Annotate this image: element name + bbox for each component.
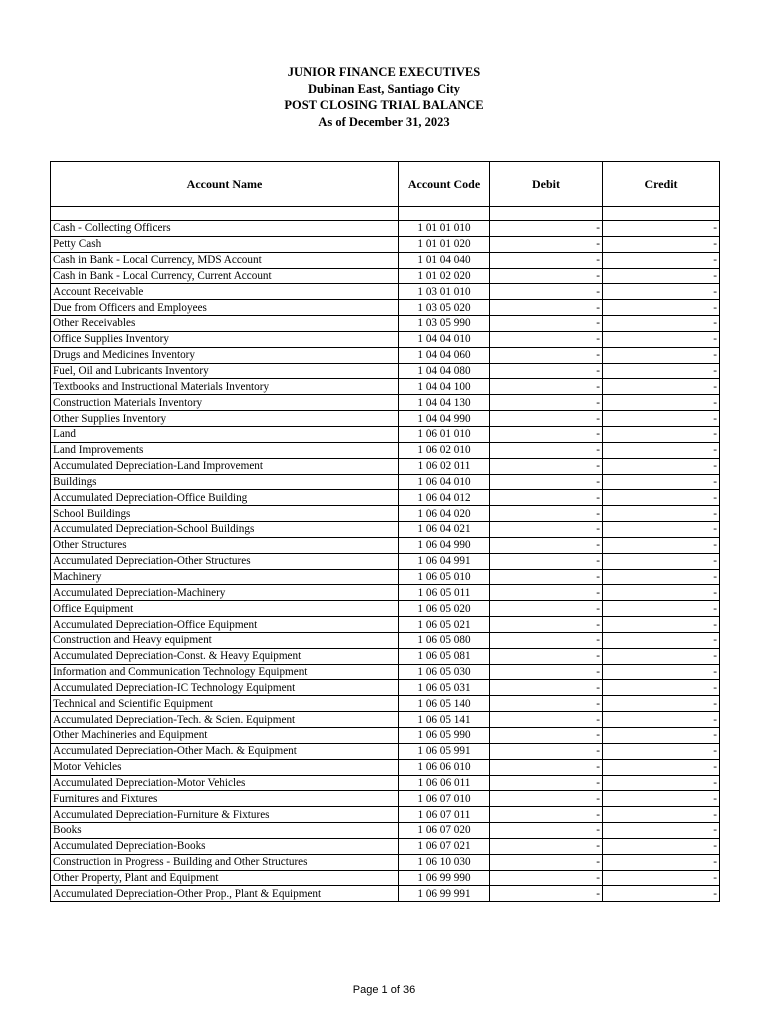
account-name-cell: Petty Cash xyxy=(51,236,399,252)
account-name-cell: Accumulated Depreciation-Furniture & Fixtures xyxy=(51,807,399,823)
account-name-cell: Other Supplies Inventory xyxy=(51,411,399,427)
table-row xyxy=(51,316,720,332)
account-code-cell: 1 04 04 060 xyxy=(399,347,490,363)
account-code-cell: 1 04 04 990 xyxy=(399,411,490,427)
account-code-cell: 1 06 06 011 xyxy=(399,775,490,791)
account-code-cell: 1 04 04 080 xyxy=(399,363,490,379)
account-code-cell: 1 06 05 010 xyxy=(399,569,490,585)
account-code-cell: 1 03 05 990 xyxy=(399,316,490,332)
company-address: Dubinan East, Santiago City xyxy=(307,81,461,96)
debit-cell: - xyxy=(490,664,603,680)
credit-cell: - xyxy=(603,347,720,363)
credit-cell: - xyxy=(603,442,720,458)
account-name-cell: Accumulated Depreciation-Office Building xyxy=(51,490,399,506)
account-name-cell: Accumulated Depreciation-Tech. & Scien. Equipment xyxy=(51,712,399,728)
company-name: JUNIOR FINANCE EXECUTIVES xyxy=(287,65,481,79)
debit-cell: - xyxy=(490,854,603,870)
debit-cell: - xyxy=(490,300,603,316)
debit-cell: - xyxy=(490,490,603,506)
account-name-cell: Fuel, Oil and Lubricants Inventory xyxy=(51,363,399,379)
account-code-cell: 1 06 04 991 xyxy=(399,553,490,569)
account-code-cell: 1 06 05 030 xyxy=(399,664,490,680)
account-code-cell: 1 03 01 010 xyxy=(399,284,490,300)
debit-cell: - xyxy=(490,585,603,601)
account-code-cell: 1 03 05 020 xyxy=(399,300,490,316)
credit-cell: - xyxy=(603,458,720,474)
table-row xyxy=(51,728,720,744)
account-name-cell: Textbooks and Instructional Materials Inventory xyxy=(51,379,399,395)
debit-cell: - xyxy=(490,617,603,633)
table-row xyxy=(51,743,720,759)
account-code-cell: 1 06 06 010 xyxy=(399,759,490,775)
debit-cell: - xyxy=(490,791,603,807)
account-code-cell: 1 01 04 040 xyxy=(399,252,490,268)
account-code-cell: 1 06 04 021 xyxy=(399,522,490,538)
debit-cell: - xyxy=(490,316,603,332)
debit-cell: - xyxy=(490,395,603,411)
credit-cell: - xyxy=(603,426,720,442)
table-row xyxy=(51,648,720,664)
account-name-cell: Other Receivables xyxy=(51,316,399,332)
table-row xyxy=(51,442,720,458)
column-header-debit: Debit xyxy=(490,162,603,207)
credit-cell: - xyxy=(603,743,720,759)
account-code-cell: 1 06 05 020 xyxy=(399,601,490,617)
account-name-cell: Accumulated Depreciation-Other Structures xyxy=(51,553,399,569)
account-code-cell: 1 06 07 020 xyxy=(399,823,490,839)
account-code-cell: 1 06 04 010 xyxy=(399,474,490,490)
account-name-cell: Construction in Progress - Building and Other Structures xyxy=(51,854,399,870)
account-code-cell: 1 06 05 990 xyxy=(399,728,490,744)
credit-cell: - xyxy=(603,648,720,664)
account-name-cell: Accumulated Depreciation-Other Prop., Plant & Equipment xyxy=(51,886,399,902)
debit-cell: - xyxy=(490,442,603,458)
debit-cell: - xyxy=(490,569,603,585)
account-code-cell: 1 01 02 020 xyxy=(399,268,490,284)
credit-cell: - xyxy=(603,680,720,696)
table-row xyxy=(51,854,720,870)
table-row xyxy=(51,252,720,268)
credit-cell: - xyxy=(603,585,720,601)
credit-cell: - xyxy=(603,363,720,379)
credit-cell: - xyxy=(603,664,720,680)
account-name-cell: Information and Communication Technology Equipment xyxy=(51,664,399,680)
table-row xyxy=(51,617,720,633)
table-row xyxy=(51,379,720,395)
credit-cell: - xyxy=(603,759,720,775)
page-number: Page 1 of 36 xyxy=(352,984,416,996)
credit-cell: - xyxy=(603,886,720,902)
table-row xyxy=(51,553,720,569)
table-row xyxy=(51,522,720,538)
account-name-cell: Construction Materials Inventory xyxy=(51,395,399,411)
account-code-cell: 1 01 01 020 xyxy=(399,236,490,252)
account-code-cell: 1 06 02 011 xyxy=(399,458,490,474)
account-code-cell: 1 06 05 141 xyxy=(399,712,490,728)
account-code-cell: 1 06 07 021 xyxy=(399,838,490,854)
account-name-cell: Accumulated Depreciation-Const. & Heavy Equipment xyxy=(51,648,399,664)
credit-cell: - xyxy=(603,632,720,648)
table-row xyxy=(51,886,720,902)
account-name-cell: Technical and Scientific Equipment xyxy=(51,696,399,712)
debit-cell: - xyxy=(490,426,603,442)
table-row xyxy=(51,411,720,427)
account-code-cell: 1 06 99 991 xyxy=(399,886,490,902)
credit-cell: - xyxy=(603,728,720,744)
table-row xyxy=(51,696,720,712)
account-name-cell: Land xyxy=(51,426,399,442)
account-code-cell: 1 04 04 130 xyxy=(399,395,490,411)
credit-cell: - xyxy=(603,379,720,395)
credit-cell: - xyxy=(603,854,720,870)
account-name-cell: Buildings xyxy=(51,474,399,490)
account-name-cell: Accumulated Depreciation-Land Improvement xyxy=(51,458,399,474)
credit-cell: - xyxy=(603,221,720,237)
table-row xyxy=(51,601,720,617)
account-name-cell: School Buildings xyxy=(51,506,399,522)
account-name-cell: Accumulated Depreciation-Motor Vehicles xyxy=(51,775,399,791)
column-header-account-name: Account Name xyxy=(51,162,399,207)
column-header-account-code: Account Code xyxy=(399,162,490,207)
table-row xyxy=(51,363,720,379)
debit-cell: - xyxy=(490,474,603,490)
credit-cell: - xyxy=(603,316,720,332)
credit-cell: - xyxy=(603,490,720,506)
credit-cell: - xyxy=(603,268,720,284)
debit-cell: - xyxy=(490,331,603,347)
column-header-credit: Credit xyxy=(603,162,720,207)
debit-cell: - xyxy=(490,553,603,569)
account-code-cell: 1 06 07 011 xyxy=(399,807,490,823)
account-name-cell: Land Improvements xyxy=(51,442,399,458)
credit-cell: - xyxy=(603,838,720,854)
account-name-cell: Office Supplies Inventory xyxy=(51,331,399,347)
table-row xyxy=(51,759,720,775)
account-code-cell: 1 06 05 080 xyxy=(399,632,490,648)
account-name-cell: Cash in Bank - Local Currency, MDS Account xyxy=(51,252,399,268)
table-row xyxy=(51,712,720,728)
account-code-cell: 1 06 04 012 xyxy=(399,490,490,506)
credit-cell: - xyxy=(603,300,720,316)
credit-cell: - xyxy=(603,522,720,538)
table-row xyxy=(51,537,720,553)
credit-cell: - xyxy=(603,252,720,268)
account-name-cell: Account Receivable xyxy=(51,284,399,300)
debit-cell: - xyxy=(490,680,603,696)
table-row xyxy=(51,791,720,807)
account-code-cell: 1 06 01 010 xyxy=(399,426,490,442)
table-row xyxy=(51,236,720,252)
account-name-cell: Due from Officers and Employees xyxy=(51,300,399,316)
credit-cell: - xyxy=(603,617,720,633)
credit-cell: - xyxy=(603,696,720,712)
table-row xyxy=(51,569,720,585)
account-code-cell: 1 06 05 991 xyxy=(399,743,490,759)
table-row xyxy=(51,221,720,237)
account-name-cell: Furnitures and Fixtures xyxy=(51,791,399,807)
credit-cell: - xyxy=(603,791,720,807)
spacer-row xyxy=(51,207,720,221)
report-date: As of December 31, 2023 xyxy=(318,114,450,129)
debit-cell: - xyxy=(490,712,603,728)
debit-cell: - xyxy=(490,379,603,395)
credit-cell: - xyxy=(603,807,720,823)
report-title: POST CLOSING TRIAL BALANCE xyxy=(284,98,484,112)
debit-cell: - xyxy=(490,506,603,522)
credit-cell: - xyxy=(603,474,720,490)
credit-cell: - xyxy=(603,553,720,569)
account-name-cell: Other Property, Plant and Equipment xyxy=(51,870,399,886)
debit-cell: - xyxy=(490,284,603,300)
credit-cell: - xyxy=(603,331,720,347)
credit-cell: - xyxy=(603,411,720,427)
debit-cell: - xyxy=(490,411,603,427)
account-name-cell: Accumulated Depreciation-Machinery xyxy=(51,585,399,601)
account-name-cell: Motor Vehicles xyxy=(51,759,399,775)
credit-cell: - xyxy=(603,870,720,886)
debit-cell: - xyxy=(490,728,603,744)
debit-cell: - xyxy=(490,522,603,538)
account-name-cell: Cash - Collecting Officers xyxy=(51,221,399,237)
debit-cell: - xyxy=(490,632,603,648)
debit-cell: - xyxy=(490,743,603,759)
credit-cell: - xyxy=(603,712,720,728)
account-code-cell: 1 06 05 140 xyxy=(399,696,490,712)
trial-balance-table xyxy=(50,161,720,902)
account-name-cell: Accumulated Depreciation-Office Equipment xyxy=(51,617,399,633)
credit-cell: - xyxy=(603,506,720,522)
account-name-cell: Accumulated Depreciation-IC Technology Equipment xyxy=(51,680,399,696)
debit-cell: - xyxy=(490,807,603,823)
credit-cell: - xyxy=(603,236,720,252)
debit-cell: - xyxy=(490,252,603,268)
table-row xyxy=(51,506,720,522)
debit-cell: - xyxy=(490,775,603,791)
debit-cell: - xyxy=(490,823,603,839)
table-row xyxy=(51,664,720,680)
debit-cell: - xyxy=(490,759,603,775)
credit-cell: - xyxy=(603,537,720,553)
table-row xyxy=(51,838,720,854)
table-row xyxy=(51,347,720,363)
table-row xyxy=(51,585,720,601)
document-header xyxy=(0,64,768,130)
account-name-cell: Books xyxy=(51,823,399,839)
credit-cell: - xyxy=(603,775,720,791)
account-code-cell: 1 06 07 010 xyxy=(399,791,490,807)
account-code-cell: 1 06 05 021 xyxy=(399,617,490,633)
account-code-cell: 1 01 01 010 xyxy=(399,221,490,237)
debit-cell: - xyxy=(490,458,603,474)
account-code-cell: 1 06 04 020 xyxy=(399,506,490,522)
table-row xyxy=(51,284,720,300)
account-code-cell: 1 04 04 100 xyxy=(399,379,490,395)
account-code-cell: 1 06 05 011 xyxy=(399,585,490,601)
table-row xyxy=(51,680,720,696)
debit-cell: - xyxy=(490,870,603,886)
credit-cell: - xyxy=(603,601,720,617)
account-name-cell: Other Machineries and Equipment xyxy=(51,728,399,744)
table-row xyxy=(51,632,720,648)
account-code-cell: 1 06 02 010 xyxy=(399,442,490,458)
account-code-cell: 1 06 05 081 xyxy=(399,648,490,664)
table-header-row xyxy=(51,162,720,207)
account-name-cell: Machinery xyxy=(51,569,399,585)
account-name-cell: Accumulated Depreciation-Other Mach. & Equipment xyxy=(51,743,399,759)
table-row xyxy=(51,426,720,442)
account-name-cell: Cash in Bank - Local Currency, Current Account xyxy=(51,268,399,284)
account-name-cell: Drugs and Medicines Inventory xyxy=(51,347,399,363)
debit-cell: - xyxy=(490,347,603,363)
debit-cell: - xyxy=(490,838,603,854)
table-row xyxy=(51,331,720,347)
credit-cell: - xyxy=(603,395,720,411)
table-row xyxy=(51,490,720,506)
debit-cell: - xyxy=(490,363,603,379)
account-name-cell: Office Equipment xyxy=(51,601,399,617)
credit-cell: - xyxy=(603,823,720,839)
account-name-cell: Construction and Heavy equipment xyxy=(51,632,399,648)
account-code-cell: 1 06 05 031 xyxy=(399,680,490,696)
table-body xyxy=(51,207,720,902)
account-name-cell: Accumulated Depreciation-School Buildings xyxy=(51,522,399,538)
debit-cell: - xyxy=(490,236,603,252)
table-row xyxy=(51,458,720,474)
credit-cell: - xyxy=(603,569,720,585)
table-row xyxy=(51,268,720,284)
account-code-cell: 1 06 10 030 xyxy=(399,854,490,870)
account-code-cell: 1 04 04 010 xyxy=(399,331,490,347)
debit-cell: - xyxy=(490,886,603,902)
debit-cell: - xyxy=(490,601,603,617)
table-row xyxy=(51,775,720,791)
table-row xyxy=(51,474,720,490)
debit-cell: - xyxy=(490,537,603,553)
account-name-cell: Accumulated Depreciation-Books xyxy=(51,838,399,854)
debit-cell: - xyxy=(490,221,603,237)
debit-cell: - xyxy=(490,648,603,664)
credit-cell: - xyxy=(603,284,720,300)
debit-cell: - xyxy=(490,696,603,712)
debit-cell: - xyxy=(490,268,603,284)
table-row xyxy=(51,395,720,411)
table-row xyxy=(51,870,720,886)
table-row xyxy=(51,300,720,316)
account-code-cell: 1 06 99 990 xyxy=(399,870,490,886)
account-code-cell: 1 06 04 990 xyxy=(399,537,490,553)
account-name-cell: Other Structures xyxy=(51,537,399,553)
table-row xyxy=(51,823,720,839)
table-row xyxy=(51,807,720,823)
